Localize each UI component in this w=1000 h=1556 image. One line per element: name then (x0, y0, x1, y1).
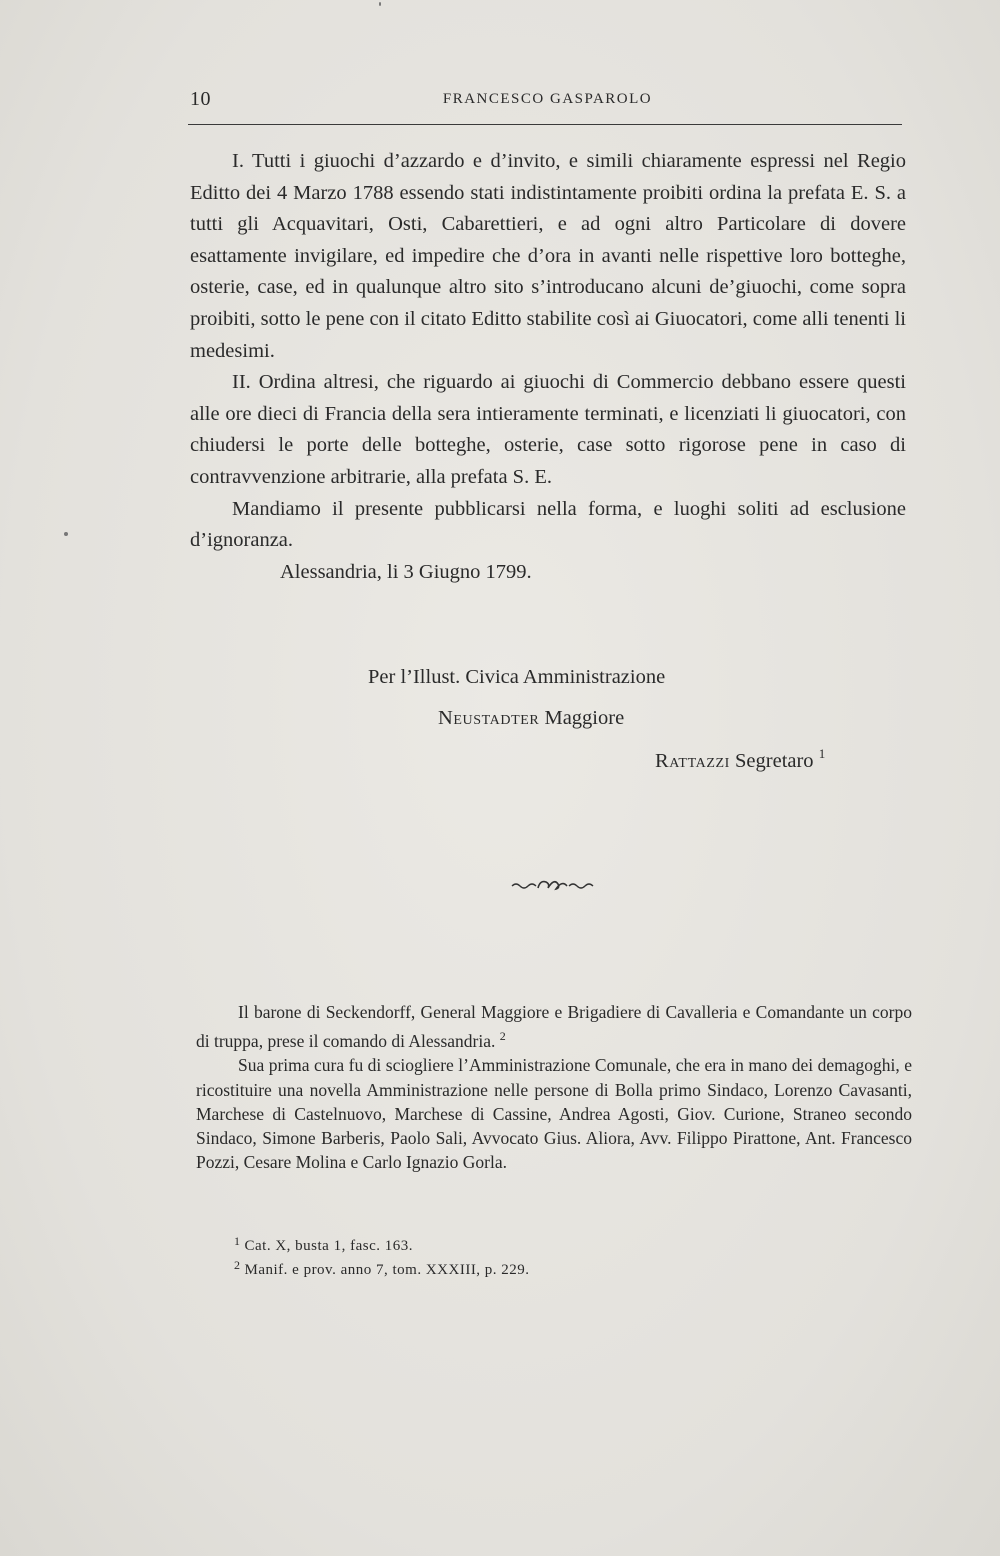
paragraph-article-2: II. Ordina altresi, che riguardo ai giuochi di Commercio debbano essere questi alle ore dieci di Francia della sera intieramente terminati, e licenziati li giuocatori, con chiudersi le porte delle botteghe, osterie, case sotto rigorose pene in caso di contravvenzione arbitrarie, alla prefata S. E. (190, 371, 906, 488)
footnote-1-text: Cat. X, busta 1, fasc. 163. (244, 1238, 413, 1254)
footnote-2-number: 2 (234, 1258, 241, 1272)
note-paragraph-2: Sua prima cura fu di sciogliere l’Amministrazione Comunale, che era in mano dei demagoghi, e ricostituire una novella Amministrazione nelle persone di Bolla primo Sindaco, Lorenzo Cavasanti, Marchese di Castelnuovo, Marchese di Cassine, Andrea Agosti, Giov. Curione, Straneo secondo Sindaco, Simone Barberis, Paolo Sali, Avvocato Gius. Aliora, Avv. Filippo Pirattone, Ant. Francesco Pozzi, Cesare Molina e Carlo Ignazio Gorla. (196, 1055, 912, 1173)
footnote-2 (234, 1258, 530, 1279)
running-title: FRANCESCO GASPAROLO (442, 91, 653, 107)
signature-line-rattazzi (655, 746, 825, 773)
signature-line-neustadter (438, 707, 624, 730)
historical-note (196, 1000, 912, 1174)
signature-line-1: Per l’Illust. Civica Amministrazione (368, 666, 666, 688)
footnote-2-text: Manif. e prov. anno 7, tom. XXXIII, p. 229. (244, 1262, 530, 1278)
footnote-1-number: 1 (234, 1234, 241, 1248)
note-paragraph-1 (196, 1000, 912, 1053)
signatory-name-neustadter: Neustadter (438, 707, 540, 729)
signatory-role-segretaro: Segretaro (735, 750, 814, 772)
header-rule (188, 124, 902, 125)
paragraph-article-1: I. Tutti i giuochi d’azzardo e d’invito, e simili chiaramente espressi nel Regio Editto dei 4 Marzo 1788 essendo stati indistintamente proibiti ordina la prefata E. S. a tutti gli Acquavitari, Osti, Cabarettieri, e ad ogni altro Particolare di dovere esattamente invigilare, ed impedire che d’ora in avanti nelle rispettive loro botteghe, osterie, case, ed in qualunque altro sito s’introducano alcuni de’giuochi, come sopra proibiti, sotto le pene con il citato Editto stabilite così ai Giuocatori, come alli tenenti li medesimi. (190, 150, 906, 362)
place-date: Alessandria, li 3 Giugno 1799. (280, 560, 532, 583)
paper-speck (64, 532, 68, 536)
signature-line-administration (368, 666, 665, 689)
signatory-role-maggiore: Maggiore (544, 707, 625, 729)
main-text (190, 146, 906, 588)
ornamental-divider-icon (510, 876, 595, 894)
page-number: 10 (190, 88, 211, 110)
paper-speck (379, 2, 381, 6)
footnote-ref-1: 1 (818, 746, 826, 761)
footnote-ref-2: 2 (499, 1029, 506, 1044)
note-paragraph-1-text: Il barone di Seckendorff, General Maggiore e Brigadiere di Cavalleria e Comandante un corpo di truppa, prese il comando di Alessandria. (196, 1002, 912, 1052)
signatory-name-rattazzi: Rattazzi (655, 750, 730, 772)
paragraph-publication: Mandiamo il presente pubblicarsi nella forma, e luoghi soliti ad esclusione d’ignoranza. (190, 497, 906, 552)
footnote-1 (234, 1234, 413, 1255)
